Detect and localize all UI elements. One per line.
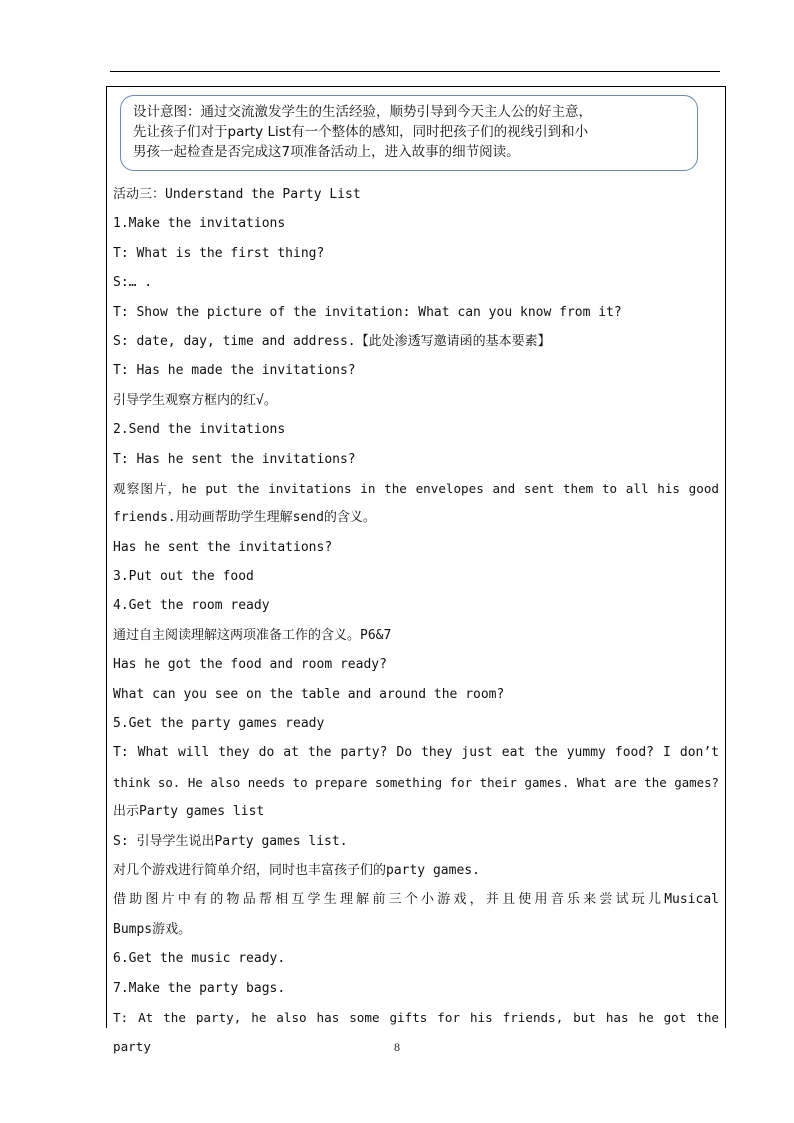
page-number: 8 [394,1040,400,1054]
body-line: think so. He also needs to prepare something for their games. What are the games? [113,774,719,790]
body-line: T: At the party, he also has some gifts for his friends, but has he got the party [113,1009,719,1055]
body-line: friends.用动画帮助学生理解send的含义。 [113,510,376,526]
body-line: T: What will they do at the party? Do they just eat the yummy food? I don’t [113,745,719,761]
step-heading: 6.Get the music ready. [113,951,286,967]
step-heading: 3.Put out the food [113,569,254,585]
body-line: Bumps游戏。 [113,921,192,937]
body-line: 引导学生观察方框内的红√。 [113,392,277,408]
body-line: 对几个游戏进行简单介绍，同时也丰富孩子们的party games. [113,862,480,878]
body-line: What can you see on the table and around the room? [113,686,505,702]
header-rule [110,71,720,72]
body-line: 出示Party games list [113,804,265,820]
step-heading: 5.Get the party games ready [113,716,325,732]
body-line: 借助图片中有的物品帮相互学生理解前三个小游戏，并且使用音乐来尝试玩儿Musical [113,892,719,908]
body-line: S: 引导学生说出Party games list. [113,833,348,849]
body-line: T: Show the picture of the invitation: What can you know from it? [113,304,622,320]
callout-line: 男孩一起检查是否完成这7项准备活动上，进入故事的细节阅读。 [133,144,520,160]
body-line: T: Has he made the invitations? [113,363,356,379]
body-line: 通过自主阅读理解这两项准备工作的含义。P6&7 [113,627,392,643]
body-line: T: Has he sent the invitations? [113,451,356,467]
callout-line: 先让孩子们对于party List有一个整体的感知，同时把孩子们的视线引到和小 [133,124,589,140]
activity-heading: 活动三：Understand the Party List [113,187,361,202]
step-heading: 4.Get the room ready [113,598,270,614]
step-heading: 2.Send the invitations [113,422,286,438]
body-line: S:… . [113,275,153,291]
body-line: T: What is the first thing? [113,245,325,261]
step-heading: 1.Make the invitations [113,216,286,232]
step-heading: 7.Make the party bags. [113,980,286,996]
callout-line: 设计意图：通过交流激发学生的生活经验，顺势引导到今天主人公的好主意， [133,104,592,120]
design-intent-callout [120,95,698,171]
body-line: S: date, day, time and address.【此处渗透写邀请函的基本要素】 [113,333,551,349]
body-line: Has he sent the invitations? [113,539,333,555]
body-line: 观察图片，he put the invitations in the envelopes and sent them to all his good [113,480,719,496]
body-line: Has he got the food and room ready? [113,657,387,673]
lesson-body [113,180,719,1055]
